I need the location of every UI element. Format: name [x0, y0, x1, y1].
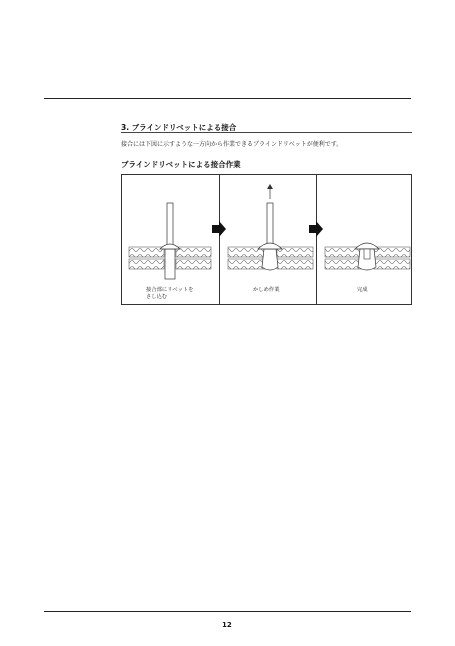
section-title: 3. ブラインドリベットによる接合 [121, 123, 237, 132]
figure-title: ブラインドリベットによる接合作業 [121, 160, 241, 169]
page-number: 12 [222, 621, 232, 629]
step1-caption-line2: さし込む [146, 294, 168, 300]
section-intro: 接合には下図に示すような一方向から作業できるブラインドリベットが便利です。 [121, 141, 343, 148]
top-rule [44, 98, 411, 99]
step1-caption-line1: 接合部にリベットを [146, 287, 194, 293]
section-title-underline [121, 132, 412, 133]
step-arrow [212, 221, 226, 237]
step1-caption [146, 287, 194, 301]
step1-illustration [129, 203, 211, 279]
step2-caption: かしめ作業 [253, 287, 280, 293]
bottom-rule [44, 611, 411, 612]
step3-illustration [325, 243, 410, 270]
figure-box [121, 174, 412, 305]
step-arrow [309, 221, 323, 237]
step2-illustration [228, 184, 313, 270]
step3-caption: 完成 [357, 287, 368, 293]
